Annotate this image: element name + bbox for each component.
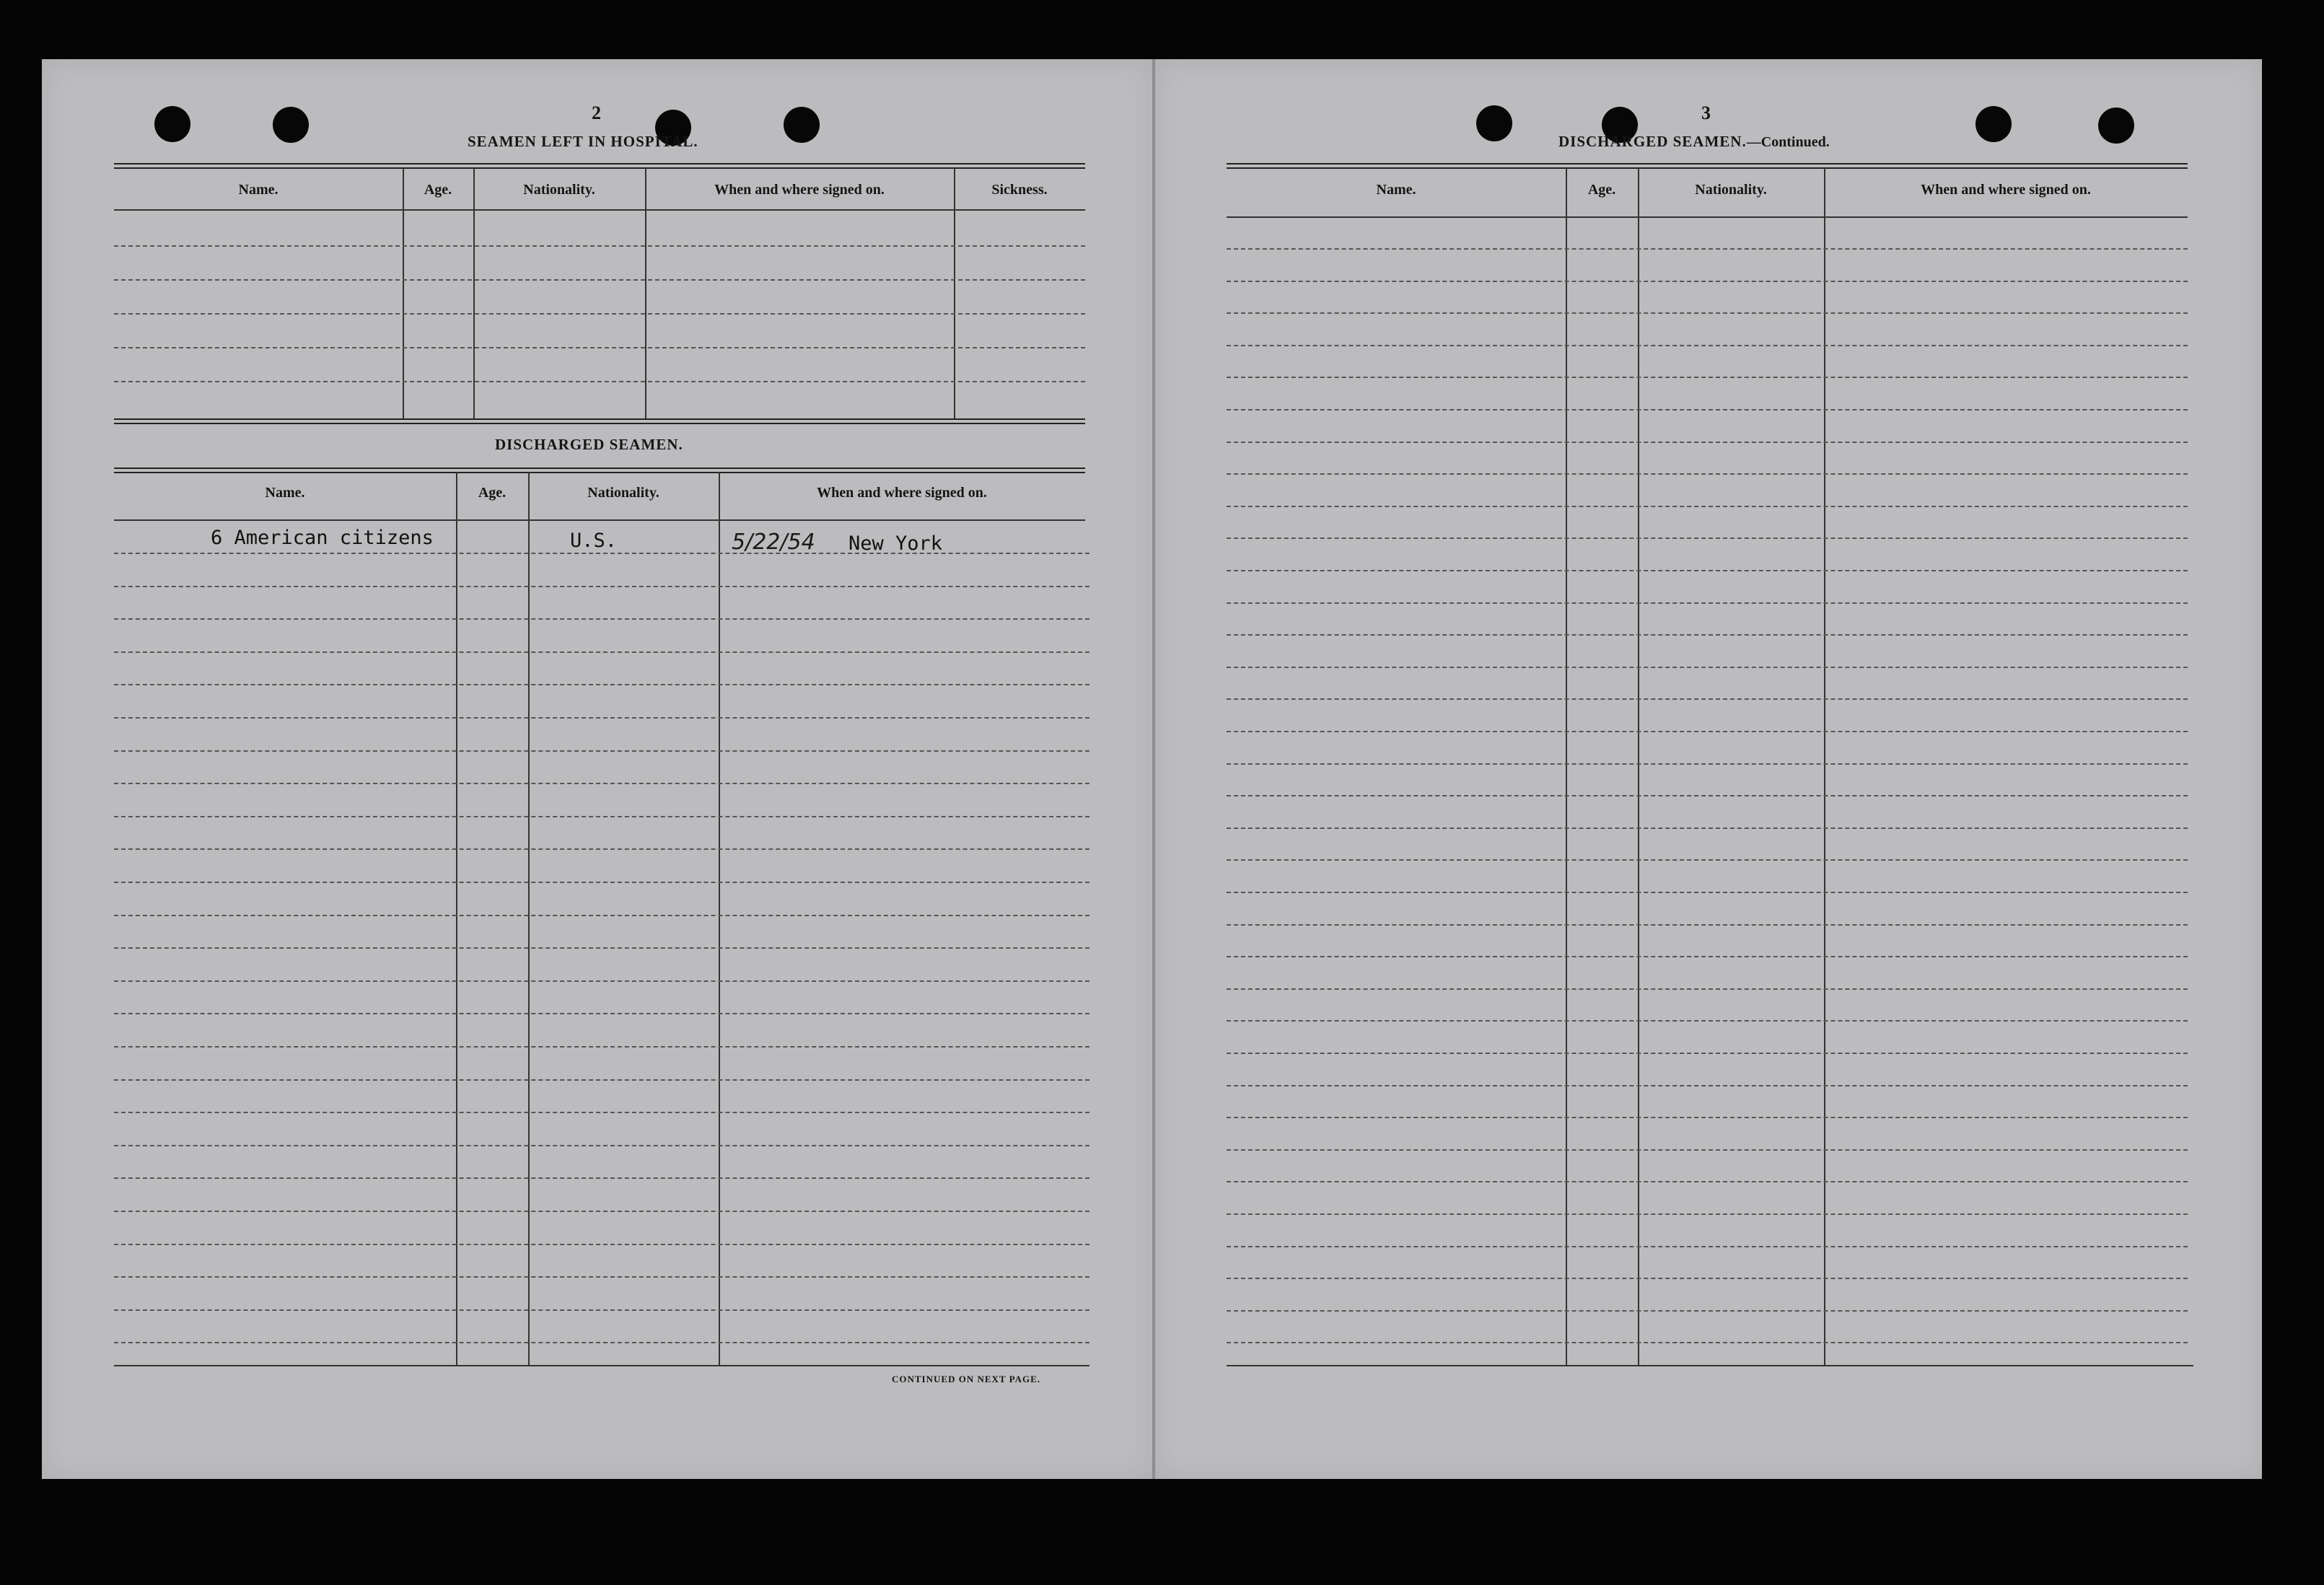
discharged-row-date: 5/22/54 bbox=[732, 530, 815, 555]
ruled-line bbox=[114, 1079, 1089, 1081]
ruled-line bbox=[1227, 1085, 2188, 1086]
ruled-line bbox=[114, 750, 1089, 752]
ruled-line bbox=[1227, 1020, 2188, 1022]
col-header-age: Age. bbox=[478, 485, 507, 501]
ruled-line bbox=[1227, 1246, 2188, 1247]
discharged-table-top-rule bbox=[114, 467, 1085, 469]
book-spine bbox=[1152, 59, 1155, 1479]
ruled-line bbox=[1227, 1213, 2188, 1215]
ruled-line bbox=[114, 1112, 1089, 1113]
ruled-line bbox=[114, 980, 1089, 982]
col-header-sickness: Sickness. bbox=[991, 182, 1048, 198]
punch-hole bbox=[784, 107, 820, 143]
ruled-line bbox=[1227, 859, 2188, 861]
ruled-line bbox=[1227, 602, 2188, 604]
ruled-line bbox=[1227, 795, 2188, 796]
ruled-line bbox=[114, 684, 1089, 685]
punch-hole bbox=[273, 107, 309, 143]
column-divider bbox=[528, 472, 530, 1366]
ruled-line bbox=[1227, 1181, 2188, 1182]
continued-footer: CONTINUED ON NEXT PAGE. bbox=[892, 1374, 1040, 1384]
ruled-line bbox=[1227, 1117, 2188, 1118]
ruled-line bbox=[114, 1342, 1089, 1343]
discharged-header-rule bbox=[114, 519, 1085, 521]
ruled-line bbox=[1227, 924, 2188, 926]
ruled-line bbox=[114, 1211, 1089, 1212]
ruled-line bbox=[1227, 1149, 2188, 1151]
column-divider bbox=[1638, 167, 1639, 1365]
right-table-top-rule bbox=[1227, 163, 2188, 164]
col-header-name: Name. bbox=[1376, 182, 1416, 198]
ruled-line bbox=[114, 947, 1089, 949]
ruled-line bbox=[114, 586, 1089, 587]
discharged-row-name: 6 American citizens bbox=[211, 527, 434, 549]
ruled-line bbox=[1227, 473, 2188, 475]
ruled-line bbox=[114, 1177, 1089, 1179]
ruled-line bbox=[114, 915, 1089, 916]
discharged-row-place: New York bbox=[849, 532, 943, 555]
ruled-line bbox=[1227, 956, 2188, 957]
ruled-line bbox=[114, 618, 1089, 620]
ruled-line bbox=[1227, 312, 2188, 314]
ruled-line bbox=[1227, 409, 2188, 410]
ruled-line bbox=[1227, 763, 2188, 765]
ruled-line bbox=[1227, 988, 2188, 990]
ruled-line bbox=[1227, 1342, 2188, 1343]
ruled-line bbox=[1227, 1278, 2188, 1279]
ruled-line bbox=[114, 783, 1089, 784]
discharged-table-bottom-rule bbox=[114, 1365, 1089, 1366]
section-title-main: DISCHARGED SEAMEN. bbox=[1558, 133, 1747, 150]
column-divider bbox=[719, 472, 720, 1366]
punch-hole bbox=[154, 106, 190, 142]
col-header-name: Name. bbox=[265, 485, 305, 501]
page-number: 2 bbox=[592, 102, 601, 123]
col-header-age: Age. bbox=[1587, 182, 1616, 198]
ruled-line bbox=[114, 553, 1089, 554]
section-title-suffix: —Continued. bbox=[1746, 134, 1830, 150]
ruled-line bbox=[1227, 634, 2188, 636]
ruled-line bbox=[1227, 506, 2188, 507]
ruled-line bbox=[114, 381, 1085, 382]
hospital-section-title: SEAMEN LEFT IN HOSPITAL. bbox=[468, 133, 698, 150]
ruled-line bbox=[1227, 281, 2188, 282]
column-divider bbox=[1824, 167, 1825, 1365]
ruled-line bbox=[114, 1276, 1089, 1278]
ruled-line bbox=[114, 245, 1085, 247]
col-header-age: Age. bbox=[424, 182, 452, 198]
punch-hole bbox=[1976, 106, 2012, 142]
col-header-when-where: When and where signed on. bbox=[714, 182, 885, 198]
ruled-line bbox=[114, 279, 1085, 281]
ruled-line bbox=[114, 651, 1089, 653]
col-header-when-where: When and where signed on. bbox=[817, 485, 987, 501]
left-page bbox=[42, 59, 1154, 1479]
page-number: 3 bbox=[1701, 102, 1711, 123]
col-header-name: Name. bbox=[238, 182, 279, 198]
col-header-when-where: When and where signed on. bbox=[1921, 182, 2091, 198]
ruled-line bbox=[1227, 731, 2188, 732]
hospital-header-rule bbox=[114, 209, 1085, 211]
discharged-row-nationality: U.S. bbox=[570, 530, 618, 552]
ruled-line bbox=[1227, 1053, 2188, 1054]
ruled-line bbox=[1227, 248, 2188, 250]
ruled-line bbox=[114, 1013, 1089, 1014]
ruled-line bbox=[1227, 442, 2188, 443]
punch-hole bbox=[1476, 105, 1512, 141]
ruled-line bbox=[114, 816, 1089, 817]
ruled-line bbox=[1227, 537, 2188, 539]
discharged-section-title: DISCHARGED SEAMEN. bbox=[495, 436, 683, 453]
ruled-line bbox=[1227, 667, 2188, 668]
ruled-line bbox=[114, 347, 1085, 348]
right-header-rule bbox=[1227, 216, 2188, 218]
right-table-bottom-rule bbox=[1227, 1365, 2193, 1366]
col-header-nationality: Nationality. bbox=[523, 182, 595, 198]
ruled-line bbox=[114, 313, 1085, 315]
ruled-line bbox=[114, 717, 1089, 719]
ruled-line bbox=[114, 1046, 1089, 1048]
ruled-line bbox=[1227, 892, 2188, 893]
hospital-table-top-rule bbox=[114, 163, 1085, 164]
ruled-line bbox=[114, 882, 1089, 883]
ruled-line bbox=[114, 848, 1089, 850]
ruled-line bbox=[1227, 570, 2188, 571]
ruled-line bbox=[1227, 827, 2188, 829]
col-header-nationality: Nationality. bbox=[1695, 182, 1767, 198]
ruled-line bbox=[114, 1244, 1089, 1245]
col-header-nationality: Nationality. bbox=[587, 485, 659, 501]
discharged-continued-title bbox=[1558, 133, 1830, 151]
column-divider bbox=[456, 472, 457, 1366]
ruled-line bbox=[1227, 698, 2188, 700]
ruled-line bbox=[1227, 1310, 2188, 1312]
right-page bbox=[1154, 59, 2262, 1479]
punch-hole bbox=[2098, 107, 2134, 144]
ruled-line bbox=[114, 1145, 1089, 1146]
hospital-table-bottom-rule bbox=[114, 418, 1085, 420]
ruled-line bbox=[1227, 377, 2188, 378]
column-divider bbox=[1566, 167, 1567, 1365]
ruled-line bbox=[1227, 345, 2188, 346]
ruled-line bbox=[114, 1309, 1089, 1311]
